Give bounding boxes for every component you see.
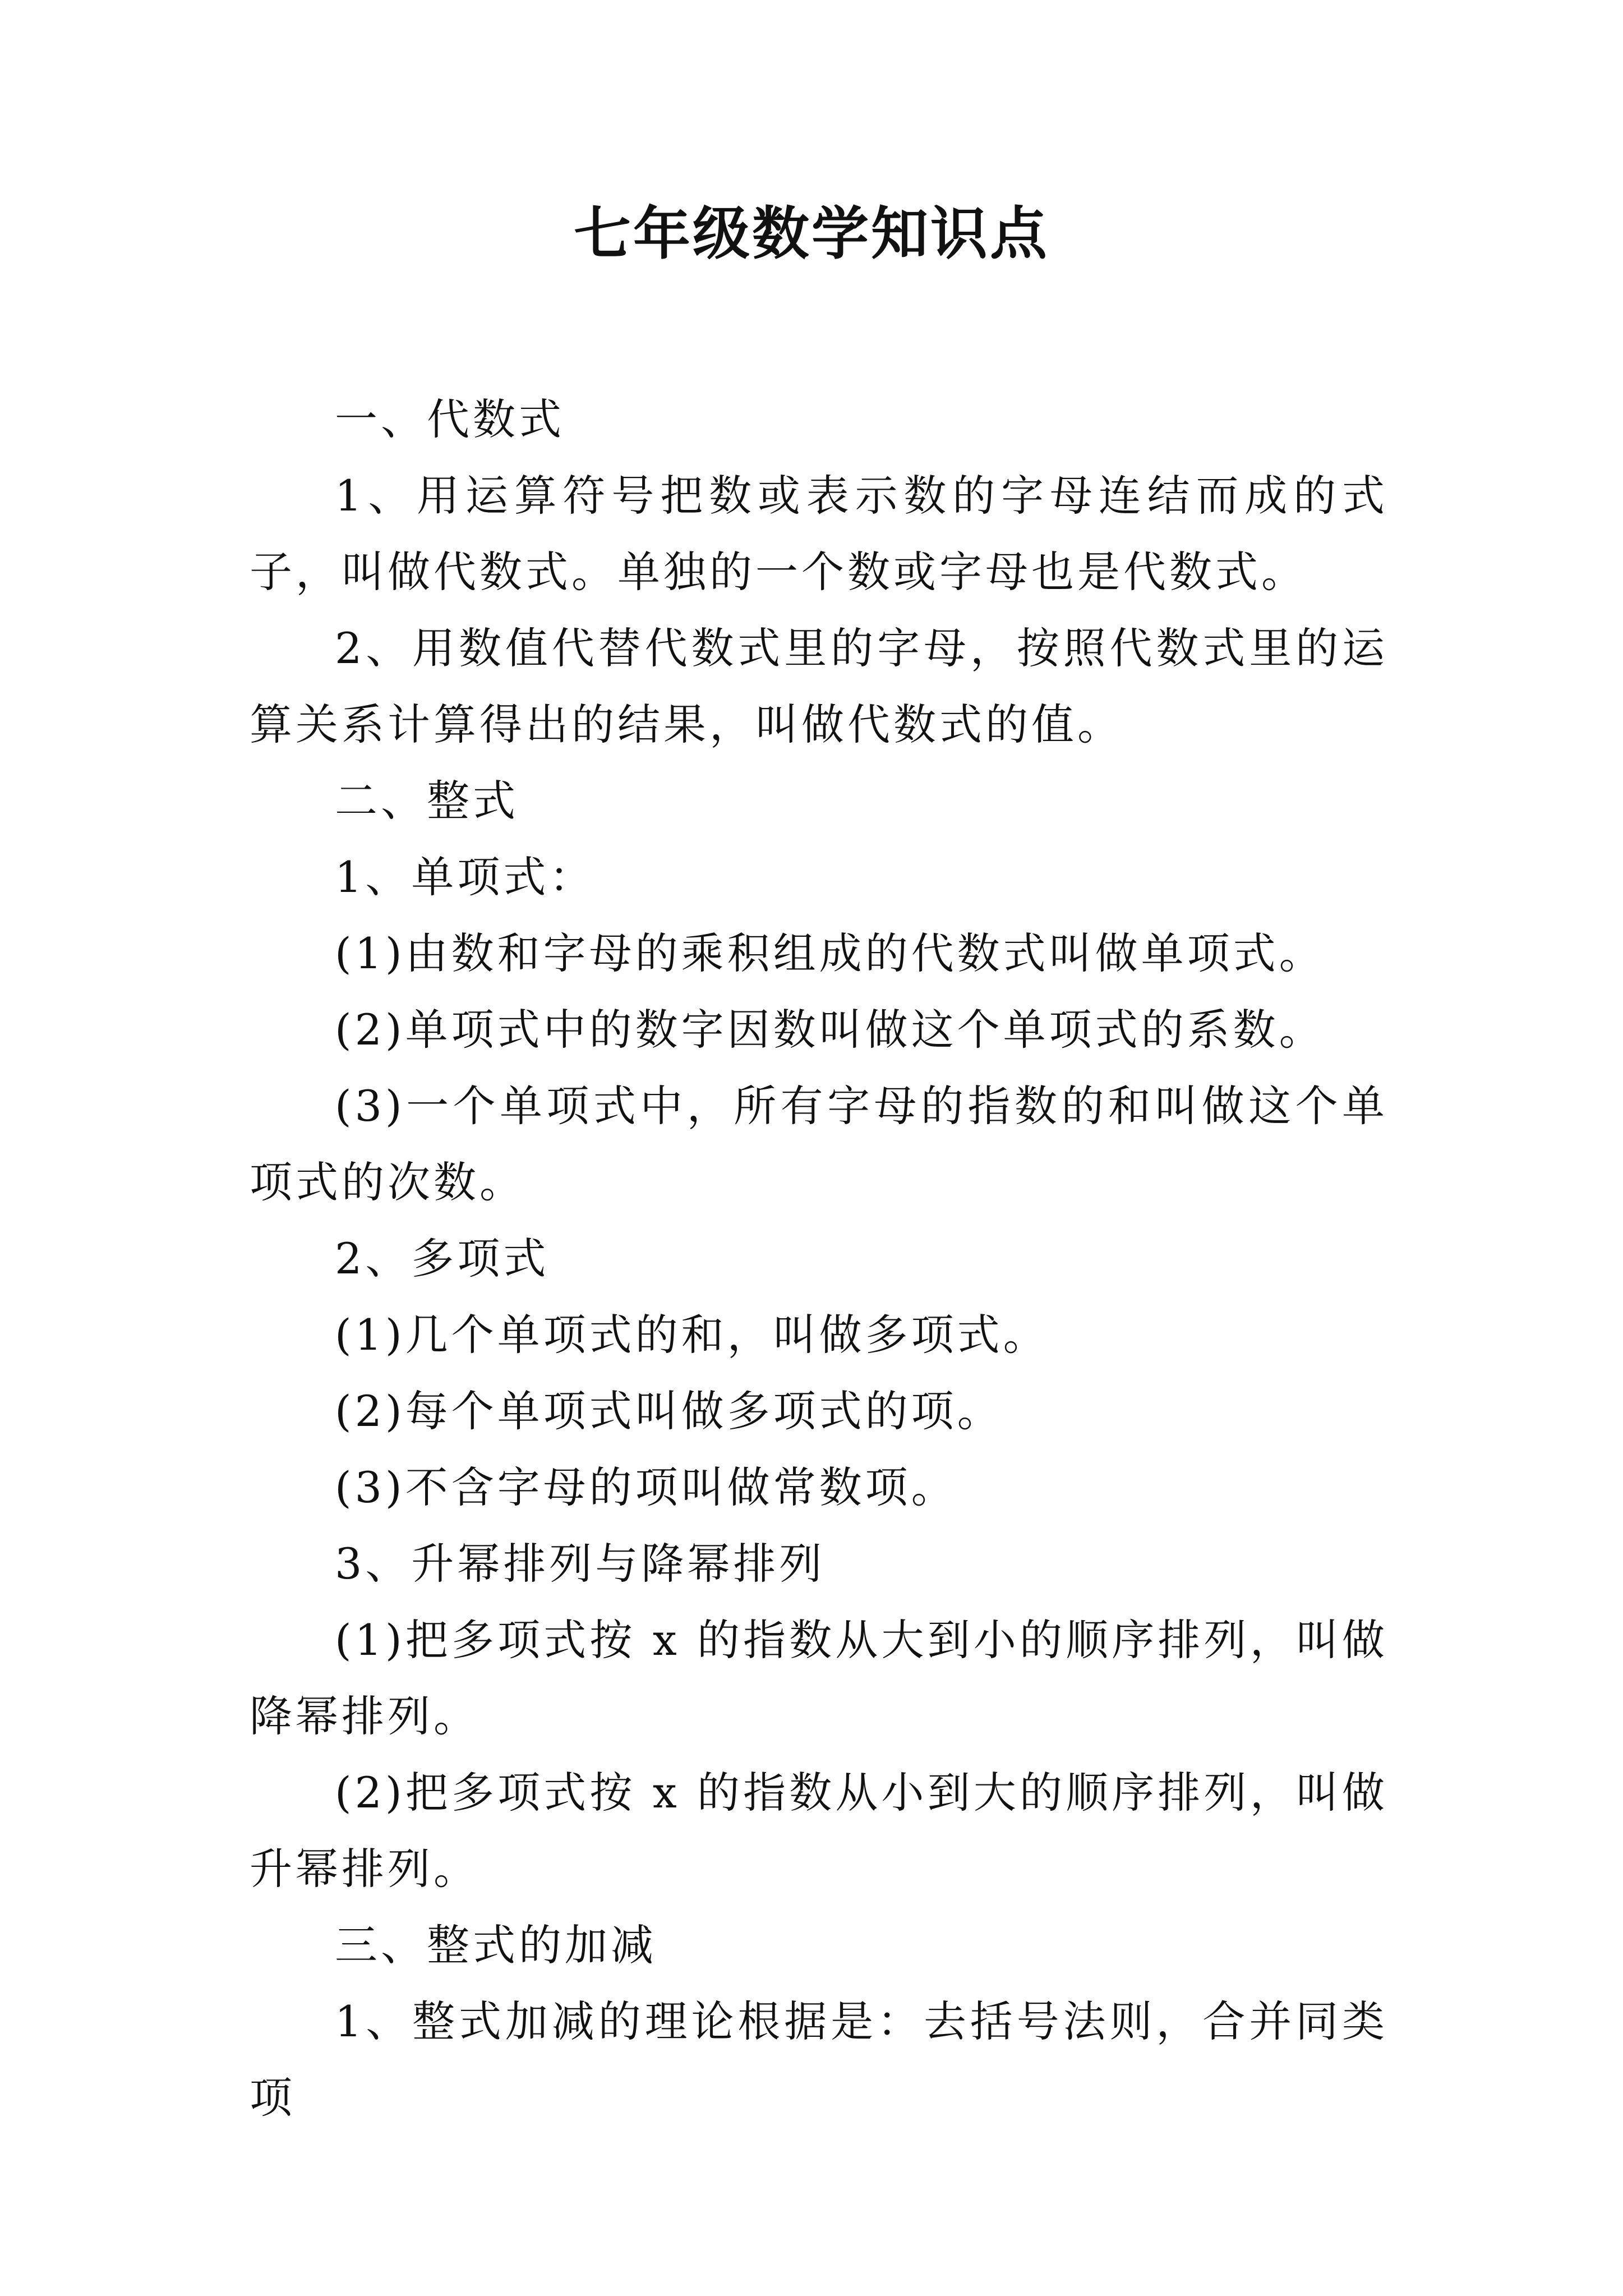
document-title: 七年级数学知识点 bbox=[574, 200, 1049, 268]
subheading-multinomial: 2、多项式 bbox=[335, 1234, 550, 1283]
list-item: (1)把多项式按 x 的指数从大到小的顺序排列，叫做降幂排列。 bbox=[250, 1615, 1388, 1741]
section-heading-polynomial: 二、整式 bbox=[335, 776, 519, 826]
list-item: (1)由数和字母的乘积组成的代数式叫做单项式。 bbox=[335, 928, 1325, 978]
list-item: (2)把多项式按 x 的指数从小到大的顺序排列，叫做升幂排列。 bbox=[250, 1768, 1388, 1894]
document-body bbox=[250, 381, 1388, 2136]
paragraph: 1、用运算符号把数或表示数的字母连结而成的式子，叫做代数式。单独的一个数或字母也是代数式。 bbox=[250, 471, 1388, 597]
subheading-power-ordering: 3、升幂排列与降幂排列 bbox=[335, 1539, 826, 1589]
list-item: (1)几个单项式的和，叫做多项式。 bbox=[335, 1310, 1049, 1360]
paragraph: 1、整式加减的理论根据是：去括号法则，合并同类项 bbox=[250, 1996, 1388, 2123]
list-item: (3)不含字母的项叫做常数项。 bbox=[335, 1462, 957, 1512]
list-item: (3)一个单项式中，所有字母的指数的和叫做这个单项式的次数。 bbox=[250, 1081, 1388, 1207]
section-heading-addition-subtraction: 三、整式的加减 bbox=[335, 1920, 657, 1970]
section-heading-algebraic-expression: 一、代数式 bbox=[335, 394, 565, 444]
list-item: (2)每个单项式叫做多项式的项。 bbox=[335, 1386, 1003, 1436]
paragraph: 2、用数值代替代数式里的字母，按照代数式里的运算关系计算得出的结果，叫做代数式的值。 bbox=[250, 623, 1388, 749]
subheading-monomial: 1、单项式： bbox=[335, 852, 596, 902]
list-item: (2)单项式中的数字因数叫做这个单项式的系数。 bbox=[335, 1005, 1325, 1055]
